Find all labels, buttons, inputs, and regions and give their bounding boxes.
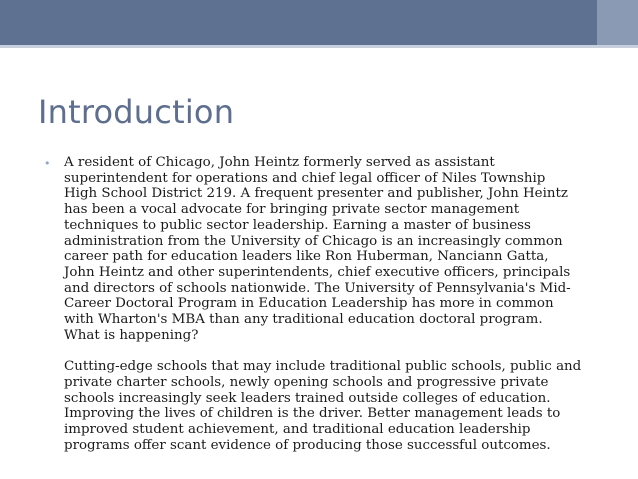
bullet-icon: • — [44, 157, 51, 170]
paragraph-cutting-edge: Cutting-edge schools that may include traditional public schools, public and private charter schools, newly opening schools and progressive private schools increasingly seek leaders trained outside colleges of education. Improving the lives of children is the driver. Better management leads to improved student achievement, and traditional education leadership programs offer scant evidence of producing those successful outcomes. — [64, 359, 582, 453]
slide-title: Introduction — [38, 93, 235, 131]
slide-body — [44, 155, 604, 453]
header-stripe — [0, 45, 638, 48]
header-accent — [597, 0, 638, 45]
header-band — [0, 0, 638, 45]
paragraph-intro: A resident of Chicago, John Heintz formerly served as assistant superintendent for operations and chief legal officer of Niles Township High School District 219. A frequent presenter and publisher, John Heintz has been a vocal advocate for bringing private sector management techniques to public sector leadership. Earning a master of business administration from the University of Chicago is an increasingly common career path for education leaders like Ron Huberman, Nanciann Gatta, John Heintz and other superintendents, chief executive officers, principals and directors of schools nationwide. The University of Pennsylvania's Mid- Career Doctoral Program in Education Leadership has more in common with Wharton's MBA than any traditional education doctoral program. What is happening? — [64, 155, 571, 343]
